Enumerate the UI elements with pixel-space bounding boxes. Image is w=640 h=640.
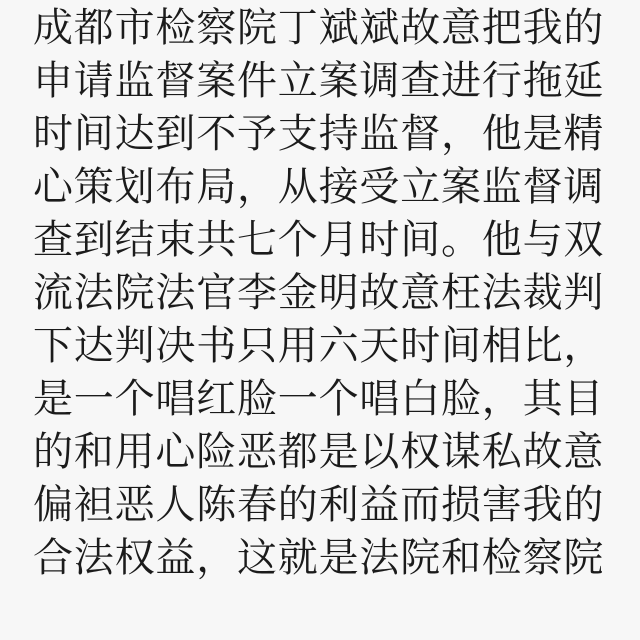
text-line: 心策划布局，从接受立案监督调: [33, 164, 605, 210]
text-line: 申请监督案件立案调查进行拖延: [33, 58, 605, 104]
text-line: 合法权益，这就是法院和检察院: [33, 535, 605, 581]
text-line: 偏袒恶人陈春的利益而损害我的: [33, 482, 605, 528]
text-line: 成都市检察院丁斌斌故意把我的: [33, 5, 605, 51]
text-line: 时间达到不予支持监督，他是精: [33, 111, 605, 157]
text-line: 是一个唱红脸一个唱白脸，其目: [33, 376, 605, 422]
text-line: 下达判决书只用六天时间相比，: [33, 323, 605, 369]
text-line: 的和用心险恶都是以权谋私故意: [33, 429, 605, 475]
document-text: [33, 2, 633, 585]
text-line: 查到结束共七个月时间。他与双: [33, 217, 605, 263]
text-line: 流法院法官李金明故意枉法裁判: [33, 270, 605, 316]
